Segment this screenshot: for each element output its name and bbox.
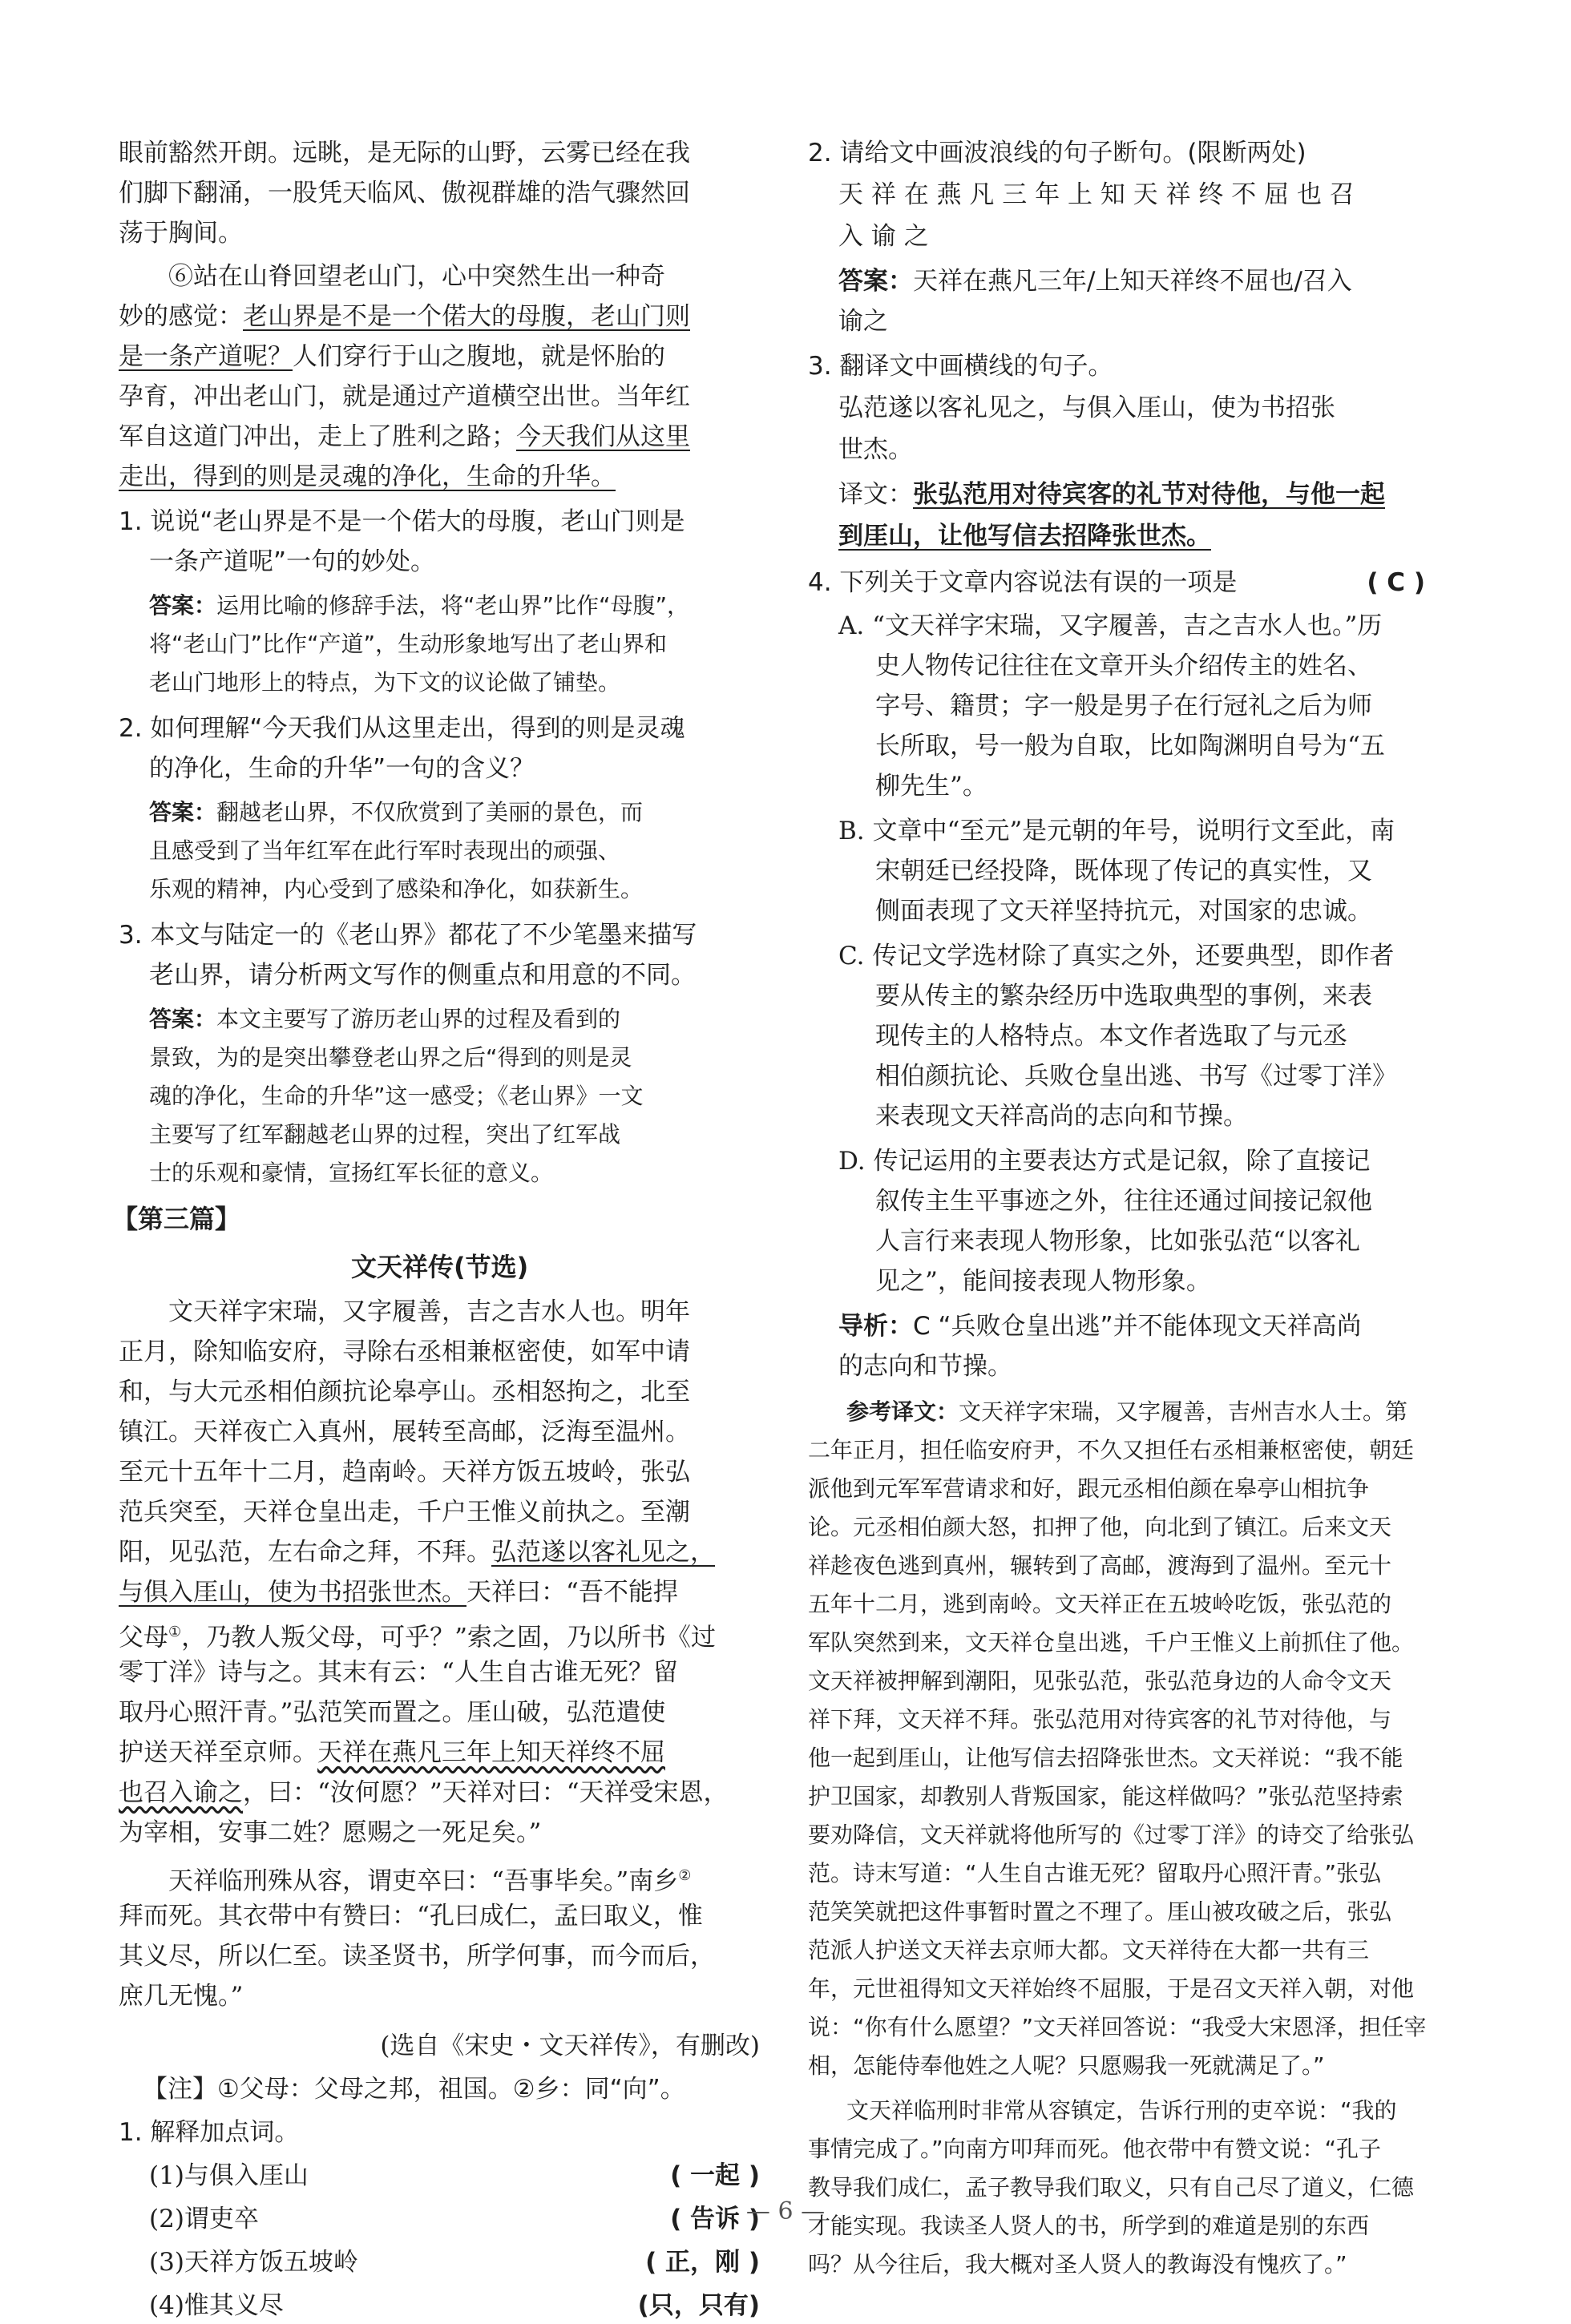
answer-label: 译文： — [838, 480, 913, 509]
option-c: C. 传记文学选材除了真实之外，还要典型，即作者 — [838, 942, 1395, 970]
text-line: 弘范遂以客礼见之，与俱入厓山，使为书招张 — [838, 393, 1335, 422]
text-span: 运用比喻的修辞手法，将“老山界”比作“母腹”， — [216, 592, 690, 619]
text-line — [119, 298, 690, 335]
text-span: 天祥在燕凡三年/上知天祥终不屈也/召入 — [913, 267, 1352, 296]
translation-answer — [838, 476, 1385, 513]
guide-analysis — [838, 1308, 1362, 1345]
underlined-text: 走出，得到的则是灵魂的净化，生命的升华。 — [119, 462, 616, 491]
reference-translation — [846, 1394, 1407, 1430]
text-line — [119, 1774, 729, 1811]
text-line: 入 谕 之 — [838, 222, 929, 251]
text-line: 祥趁夜色逃到真州，辗转到了高邮，渡海到了温州。至元十 — [808, 1552, 1392, 1579]
vocab-item: (1)与俱入厓山 — [149, 2161, 309, 2190]
text-line: 一条产道呢”一句的妙处。 — [149, 547, 436, 576]
text-line: 他一起到厓山，让他写信去招降张世杰。文天祥说：“我不能 — [808, 1745, 1403, 1771]
footnote-marker: ② — [678, 1867, 692, 1884]
text-line: 镇江。天祥夜亡入真州，展转至高邮，泛海至温州。 — [119, 1418, 690, 1446]
option-a: A. “文天祥字宋瑞，又字履善，吉之吉水人也。”历 — [838, 611, 1383, 640]
text-line: 为宰相，安事二姓？愿赐之一死足矣。” — [119, 1818, 542, 1847]
text-span: 天祥曰：“吾不能捍 — [466, 1578, 678, 1607]
text-line: 魂的净化，生命的升华”这一感受；《老山界》一文 — [149, 1083, 644, 1109]
text-line — [838, 518, 1211, 555]
text-line: 孕育，冲出老山门，就是通过产道横空出世。当年红 — [119, 382, 690, 411]
wavy-underlined-text: 也召入谕之 — [119, 1778, 243, 1807]
text-line: ⑥站在山脊回望老山门，心中突然生出一种奇 — [168, 262, 665, 291]
answer-label: 答案： — [149, 799, 217, 825]
question-1: 1. 说说“老山界是不是一个偌大的母腹，老山门则是 — [119, 507, 685, 536]
underlined-text: 与俱入厓山，使为书招张世杰。 — [119, 1578, 466, 1607]
text-line: 护卫国家，却教别人背叛国家，能这样做吗？”张弘范坚持索 — [808, 1783, 1403, 1810]
text-line: 谕之 — [838, 307, 888, 336]
text-line: 眼前豁然开朗。远眺，是无际的山野，云雾已经在我 — [119, 139, 690, 167]
text-line: 范笑笑就把这件事暂时置之不理了。厓山被攻破之后，张弘 — [808, 1898, 1392, 1925]
answer-label: 答案： — [838, 267, 913, 296]
text-line: 至元十五年十二月，趋南岭。天祥方饭五坡岭，张弘 — [119, 1458, 690, 1487]
text-line: 长所取，号一般为自取，比如陶渊明自号为“五 — [875, 732, 1385, 761]
text-line: 乐观的精神，内心受到了感染和净化，如获新生。 — [149, 876, 644, 902]
text-line: 要劝降信，文天祥就将他所写的《过零丁洋》的诗交了给张弘 — [808, 1822, 1415, 1848]
text-line: 人言行来表现人物形象，比如张弘范“以客礼 — [875, 1227, 1360, 1256]
text-span: 本文主要写了游历老山界的过程及看到的 — [216, 1006, 621, 1032]
text-line: 庶几无愧。” — [119, 1982, 244, 2011]
text-line: 柳先生”。 — [875, 772, 987, 801]
text-line: 五年十二月，逃到南岭。文天祥正在五坡岭吃饭，张弘范的 — [808, 1591, 1392, 1617]
text-line — [119, 418, 690, 455]
text-line: 相伯颜抗论、兵败仓皇出逃、书写《过零丁洋》 — [875, 1062, 1397, 1091]
text-line: 主要写了红军翻越老山界的过程，突出了红军战 — [149, 1121, 621, 1148]
text-line: 叙传主生平事迹之外，往往还通过间接记叙他 — [875, 1187, 1372, 1216]
answer-3 — [149, 1002, 620, 1037]
text-line: 范派人护送文天祥去京师大都。文天祥待在大都一共有三 — [808, 1937, 1370, 1963]
text-line: 的净化，生命的升华”一句的含义？ — [149, 754, 535, 783]
text-line: 侧面表现了文天祥坚持抗元，对国家的忠诚。 — [875, 897, 1372, 926]
text-line: 文天祥字宋瑞，又字履善，吉之吉水人也。明年 — [168, 1297, 690, 1326]
text-line — [168, 1858, 691, 1899]
text-line: 宋朝廷已经投降，既体现了传记的真实性，又 — [875, 857, 1372, 886]
text-span: 阳，见弘范，左右命之拜，不拜。 — [119, 1538, 491, 1567]
text-line: 见之”，能间接表现人物形象。 — [875, 1267, 1211, 1296]
text-line: 和，与大元丞相伯颜抗论皋亭山。丞相怒拘之，北至 — [119, 1378, 690, 1406]
text-line: 军队突然到来，文天祥仓皇出逃，千户王惟义上前抓住了他。 — [808, 1629, 1415, 1656]
vocab-item: (2)谓吏卒 — [149, 2205, 259, 2233]
vocab-answer: (只，只有) — [637, 2291, 760, 2320]
text-line — [119, 458, 616, 495]
text-line: 吗？从今往后，我大概对圣人贤人的教诲没有愧疚了。” — [808, 2251, 1347, 2278]
vocab-item: (4)惟其义尽 — [149, 2291, 284, 2320]
footnote: 【注】①父母：父母之邦，祖国。②乡：同“向”。 — [143, 2075, 685, 2104]
text-line: 派他到元军军营请求和好，跟元丞相伯颜在皋亭山相抗争 — [808, 1475, 1370, 1502]
vocab-answer: ( 告诉 ) — [670, 2205, 760, 2233]
page-number: — 6 — — [745, 2197, 826, 2225]
underlined-text: 今天我们从这里 — [516, 422, 690, 451]
text-line: 的志向和节操。 — [838, 1352, 1012, 1381]
text-line: 世杰。 — [838, 435, 913, 464]
text-span: 人们穿行于山之腹地，就是怀胎的 — [293, 342, 665, 371]
text-span: 妙的感觉： — [119, 302, 243, 331]
option-b: B. 文章中“至元”是元朝的年号，说明行文至此，南 — [838, 817, 1395, 845]
wavy-underlined-text: 天祥在燕凡三年上知天祥终不屈 — [317, 1738, 665, 1767]
text-line: 拜而死。其衣带中有赞曰：“孔曰成仁，孟曰取义，惟 — [119, 1902, 703, 1931]
text-line: 士的乐观和豪情，宣扬红军长征的意义。 — [149, 1160, 554, 1186]
text-span: ，曰：“汝何愿？”天祥对曰：“天祥受宋恩， — [243, 1778, 729, 1807]
text-line: 老山界，请分析两文写作的侧重点和用意的不同。 — [149, 961, 696, 990]
text-line: 祥下拜，文天祥不拜。张弘范用对待宾客的礼节对待他，与 — [808, 1706, 1392, 1733]
text-line: 荡于胸间。 — [119, 219, 243, 248]
text-line: 老山门地形上的特点，为下文的议论做了铺垫。 — [149, 669, 621, 696]
option-d: D. 传记运用的主要表达方式是记叙，除了直接记 — [838, 1147, 1371, 1176]
question-4-answer: ( C ) — [1367, 568, 1425, 597]
text-line: 文天祥临刑时非常从容镇定，告诉行刑的吏卒说：“我的 — [846, 2097, 1397, 2124]
text-line: 二年正月，担任临安府尹，不久又担任右丞相兼枢密使，朝廷 — [808, 1437, 1415, 1463]
vocab-answer: ( 一起 ) — [670, 2161, 760, 2190]
question-2: 2. 如何理解“今天我们从这里走出，得到的则是灵魂 — [119, 714, 685, 743]
text-line: 范兵突至，天祥仓皇出走，千户王惟义前执之。至潮 — [119, 1498, 690, 1527]
text-line: 范。诗末写道：“人生自古谁无死？留取丹心照汗青。”张弘 — [808, 1860, 1382, 1886]
answer-label: 答案： — [149, 1006, 217, 1032]
vocab-answer: ( 正，刚 ) — [645, 2248, 760, 2277]
text-line: 字号、籍贯；字一般是男子在行冠礼之后为师 — [875, 692, 1372, 720]
text-line: 们脚下翻涌，一股凭天临风、傲视群雄的浩气骤然回 — [119, 179, 690, 208]
underlined-text: 张弘范用对待宾客的礼节对待他，与他一起 — [913, 480, 1385, 509]
underlined-text: 弘范遂以客礼见之， — [491, 1538, 715, 1567]
text-span: 护送天祥至京师。 — [119, 1738, 317, 1767]
text-line: 相，怎能侍奉他姓之人呢？只愿赐我一死就满足了。” — [808, 2052, 1325, 2079]
text-span: ，乃教人叛父母，可乎？”索之固，乃以所书《过 — [181, 1623, 716, 1652]
text-line: 说：“你有什么愿望？”文天祥回答说：“我受大宋恩泽，担任宰 — [808, 2014, 1427, 2040]
question-3-right: 3. 翻译文中画横线的句子。 — [808, 352, 1113, 381]
text-line: 来表现文天祥高尚的志向和节操。 — [875, 1102, 1248, 1131]
text-line: 正月，除知临安府，寻除右丞相兼枢密使，如军中请 — [119, 1338, 690, 1366]
text-span: 翻越老山界，不仅欣赏到了美丽的景色，而 — [216, 799, 644, 825]
text-line: 现传主的人格特点。本文作者选取了与元丞 — [875, 1022, 1347, 1051]
question-2-right: 2. 请给文中画波浪线的句子断句。(限断两处) — [808, 139, 1306, 167]
text-line: 教导我们成仁，孟子教导我们取义，只有自己尽了道义，仁德 — [808, 2174, 1415, 2201]
answer-1 — [149, 588, 689, 623]
underlined-text: 是一条产道呢？ — [119, 342, 293, 371]
text-line: 文天祥被押解到潮阳，见张弘范，张弘范身边的人命令文天 — [808, 1668, 1392, 1694]
text-span: C “兵败仓皇出逃”并不能体现文天祥高尚 — [913, 1312, 1362, 1341]
answer-label: 导析： — [838, 1312, 913, 1341]
text-line — [119, 1534, 715, 1571]
text-line — [119, 1614, 716, 1656]
answer-label: 参考译文： — [846, 1398, 959, 1425]
text-line: 论。元丞相伯颜大怒，扣押了他，向北到了镇江。后来文天 — [808, 1514, 1392, 1540]
text-span: 军自这道门冲出，走上了胜利之路； — [119, 422, 516, 451]
text-line: 年，元世祖得知文天祥始终不屈服，于是召文天祥入朝，对他 — [808, 1975, 1415, 2002]
text-line: 景致，为的是突出攀登老山界之后“得到的则是灵 — [149, 1044, 632, 1071]
text-span: 文天祥字宋瑞，又字履善，吉州吉水人士。第 — [959, 1398, 1408, 1425]
text-line: 要从传主的繁杂经历中选取典型的事例，来表 — [875, 982, 1372, 1011]
answer-q2 — [838, 263, 1352, 300]
text-line: 零丁洋》诗与之。其末有云：“人生自古谁无死？留 — [119, 1658, 678, 1687]
text-line — [119, 1574, 678, 1611]
answer-label: 答案： — [149, 592, 217, 619]
source-citation: (选自《宋史・文天祥传》，有删改) — [380, 2031, 760, 2060]
underlined-text: 到厓山，让他写信去招降张世杰。 — [838, 522, 1211, 551]
text-line: 事情完成了。”向南方叩拜而死。他衣带中有赞文说：“孔子 — [808, 2136, 1382, 2162]
text-line: 且感受到了当年红军在此行军时表现出的顽强、 — [149, 837, 621, 864]
text-line: 取丹心照汗青。”弘范笑而置之。厓山破，弘范遣使 — [119, 1698, 666, 1727]
text-line — [119, 1734, 665, 1771]
footnote-marker: ① — [168, 1624, 182, 1640]
text-line — [119, 338, 665, 375]
answer-2 — [149, 795, 643, 830]
underlined-text: 老山界是不是一个偌大的母腹，老山门则 — [243, 302, 690, 331]
text-line: 将“老山门”比作“产道”，生动形象地写出了老山界和 — [149, 631, 668, 657]
text-line: 天 祥 在 燕 凡 三 年 上 知 天 祥 终 不 屈 也 召 — [838, 180, 1355, 209]
text-span: 天祥临刑殊从容，谓吏卒曰：“吾事毕矣。”南乡 — [168, 1866, 679, 1896]
section-header: 【第三篇】 — [112, 1204, 241, 1234]
question-4: 4. 下列关于文章内容说法有误的一项是 — [808, 568, 1238, 597]
text-line: 才能实现。我读圣人贤人的书，所学到的难道是别的东西 — [808, 2213, 1370, 2239]
vocab-item: (3)天祥方饭五坡岭 — [149, 2248, 358, 2277]
text-span: 父母 — [119, 1623, 168, 1652]
question-1-vocab: 1. 解释加点词。 — [119, 2118, 300, 2147]
passage-title: 文天祥传(节选) — [351, 1252, 529, 1282]
question-3: 3. 本文与陆定一的《老山界》都花了不少笔墨来描写 — [119, 921, 697, 950]
text-line: 史人物传记往往在文章开头介绍传主的姓名、 — [875, 652, 1372, 680]
text-line: 其义尽，所以仁至。读圣贤书，所学何事，而今而后， — [119, 1942, 715, 1971]
